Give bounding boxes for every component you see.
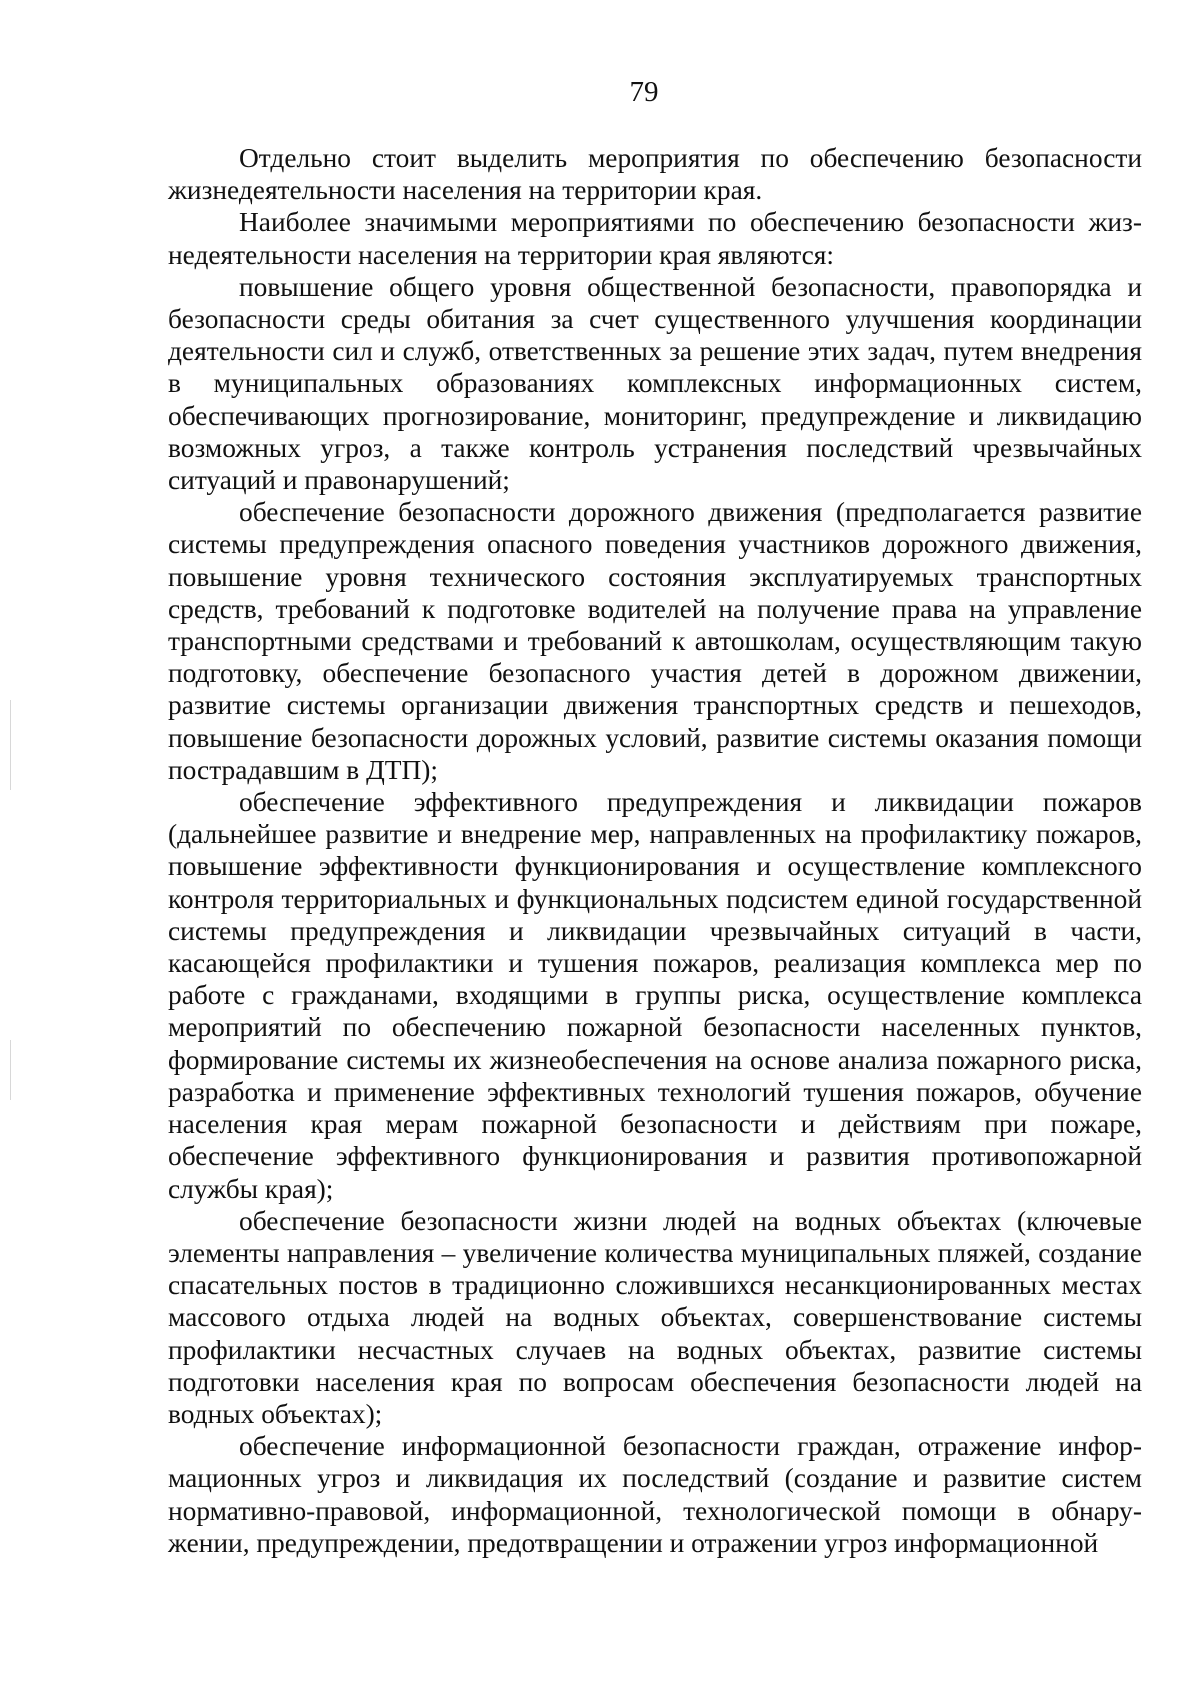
paragraph-water-safety: обеспечение безопасности жизни людей на водных объектах (ключевые элементы направления – увеличение количества муниципальных пляжей, создание спасательных постов в традиционно сложившихся несанкционированных местах массового отдыха людей на водных объектах, совершенствование системы профилактики несчастных случаев на водных объектах, развитие системы подготовки населения края по вопросам обеспечения безопасности людей на водных объектах); — [168, 1205, 1142, 1429]
document-body — [168, 142, 1142, 1559]
paragraph-intro: Отдельно стоит выделить мероприятия по обеспечению безопасности жизнедеятельности населения на территории края. — [168, 143, 1142, 206]
paragraph-information-security: обеспечение информационной безопасности граждан, отражение информационных угроз и ликвидация их последствий (создание и развитие систем нормативно-правовой, информационной, технологической помощи в обнаружении, предупреждении, предотвращении и отражении угроз информационной — [168, 1431, 1142, 1558]
page-number: 79 — [629, 76, 659, 108]
paragraph-road-safety: обеспечение безопасности дорожного движения (предполагается развитие системы предупреждения опасного поведения участников дорожного движения, повышение уровня технического состояния эксплуатируемых транспортных средств, требований к подготовке водителей на получение права на управление транспортными средствами и требований к автошколам, осуществляющим такую подготовку, обеспечение безопасного участия детей в дорожном движении, развитие системы организации движения транспортных средств и пешеходов, повышение безопасности дорожных условий, развитие системы оказания помощи пострадавшим в ДТП); — [168, 497, 1142, 785]
paragraph-public-safety: повышение общего уровня общественной безопасности, правопорядка и безопасности среды обитания за счет существенного улучшения координации деятельности сил и служб, ответственных за решение этих задач, путем внедрения в муниципальных образованиях комплексных информационных систем, обеспечивающих прогнозирование, мониторинг, предупреждение и ликвидацию возможных угроз, а также контроль устранения последствий чрезвычайных ситуаций и правонарушений; — [168, 271, 1142, 496]
scan-edge-mark-top — [10, 700, 11, 790]
scan-edge-mark-bottom — [10, 1040, 11, 1100]
paragraph-key-measures: Наиболее значимыми мероприятиями по обеспечению безопасности жизнедеятельности населения на территории края являются: — [168, 207, 1142, 270]
paragraph-fire-safety: обеспечение эффективного предупреждения и ликвидации пожаров (дальнейшее развитие и внедрение мер, направленных на профилактику пожаров, повышение эффективности функционирования и осуществление комплексного контроля территориальных и функциональных подсистем единой государственной системы предупреждения и ликвидации чрезвычайных ситуаций в части, касающейся профилактики и тушения пожаров, реализация комплекса мер по работе с гражданами, входящими в группы риска, осуществление комплекса мероприятий по обеспечению пожарной безопасности населенных пунктов, формирование системы их жизнеобеспечения на основе анализа пожарного риска, разработка и применение эффективных технологий тушения пожаров, обучение населения края мерам пожарной безопасности и действиям при пожаре, обеспечение эффективного функционирования и развития противопожарной службы края); — [168, 787, 1142, 1204]
